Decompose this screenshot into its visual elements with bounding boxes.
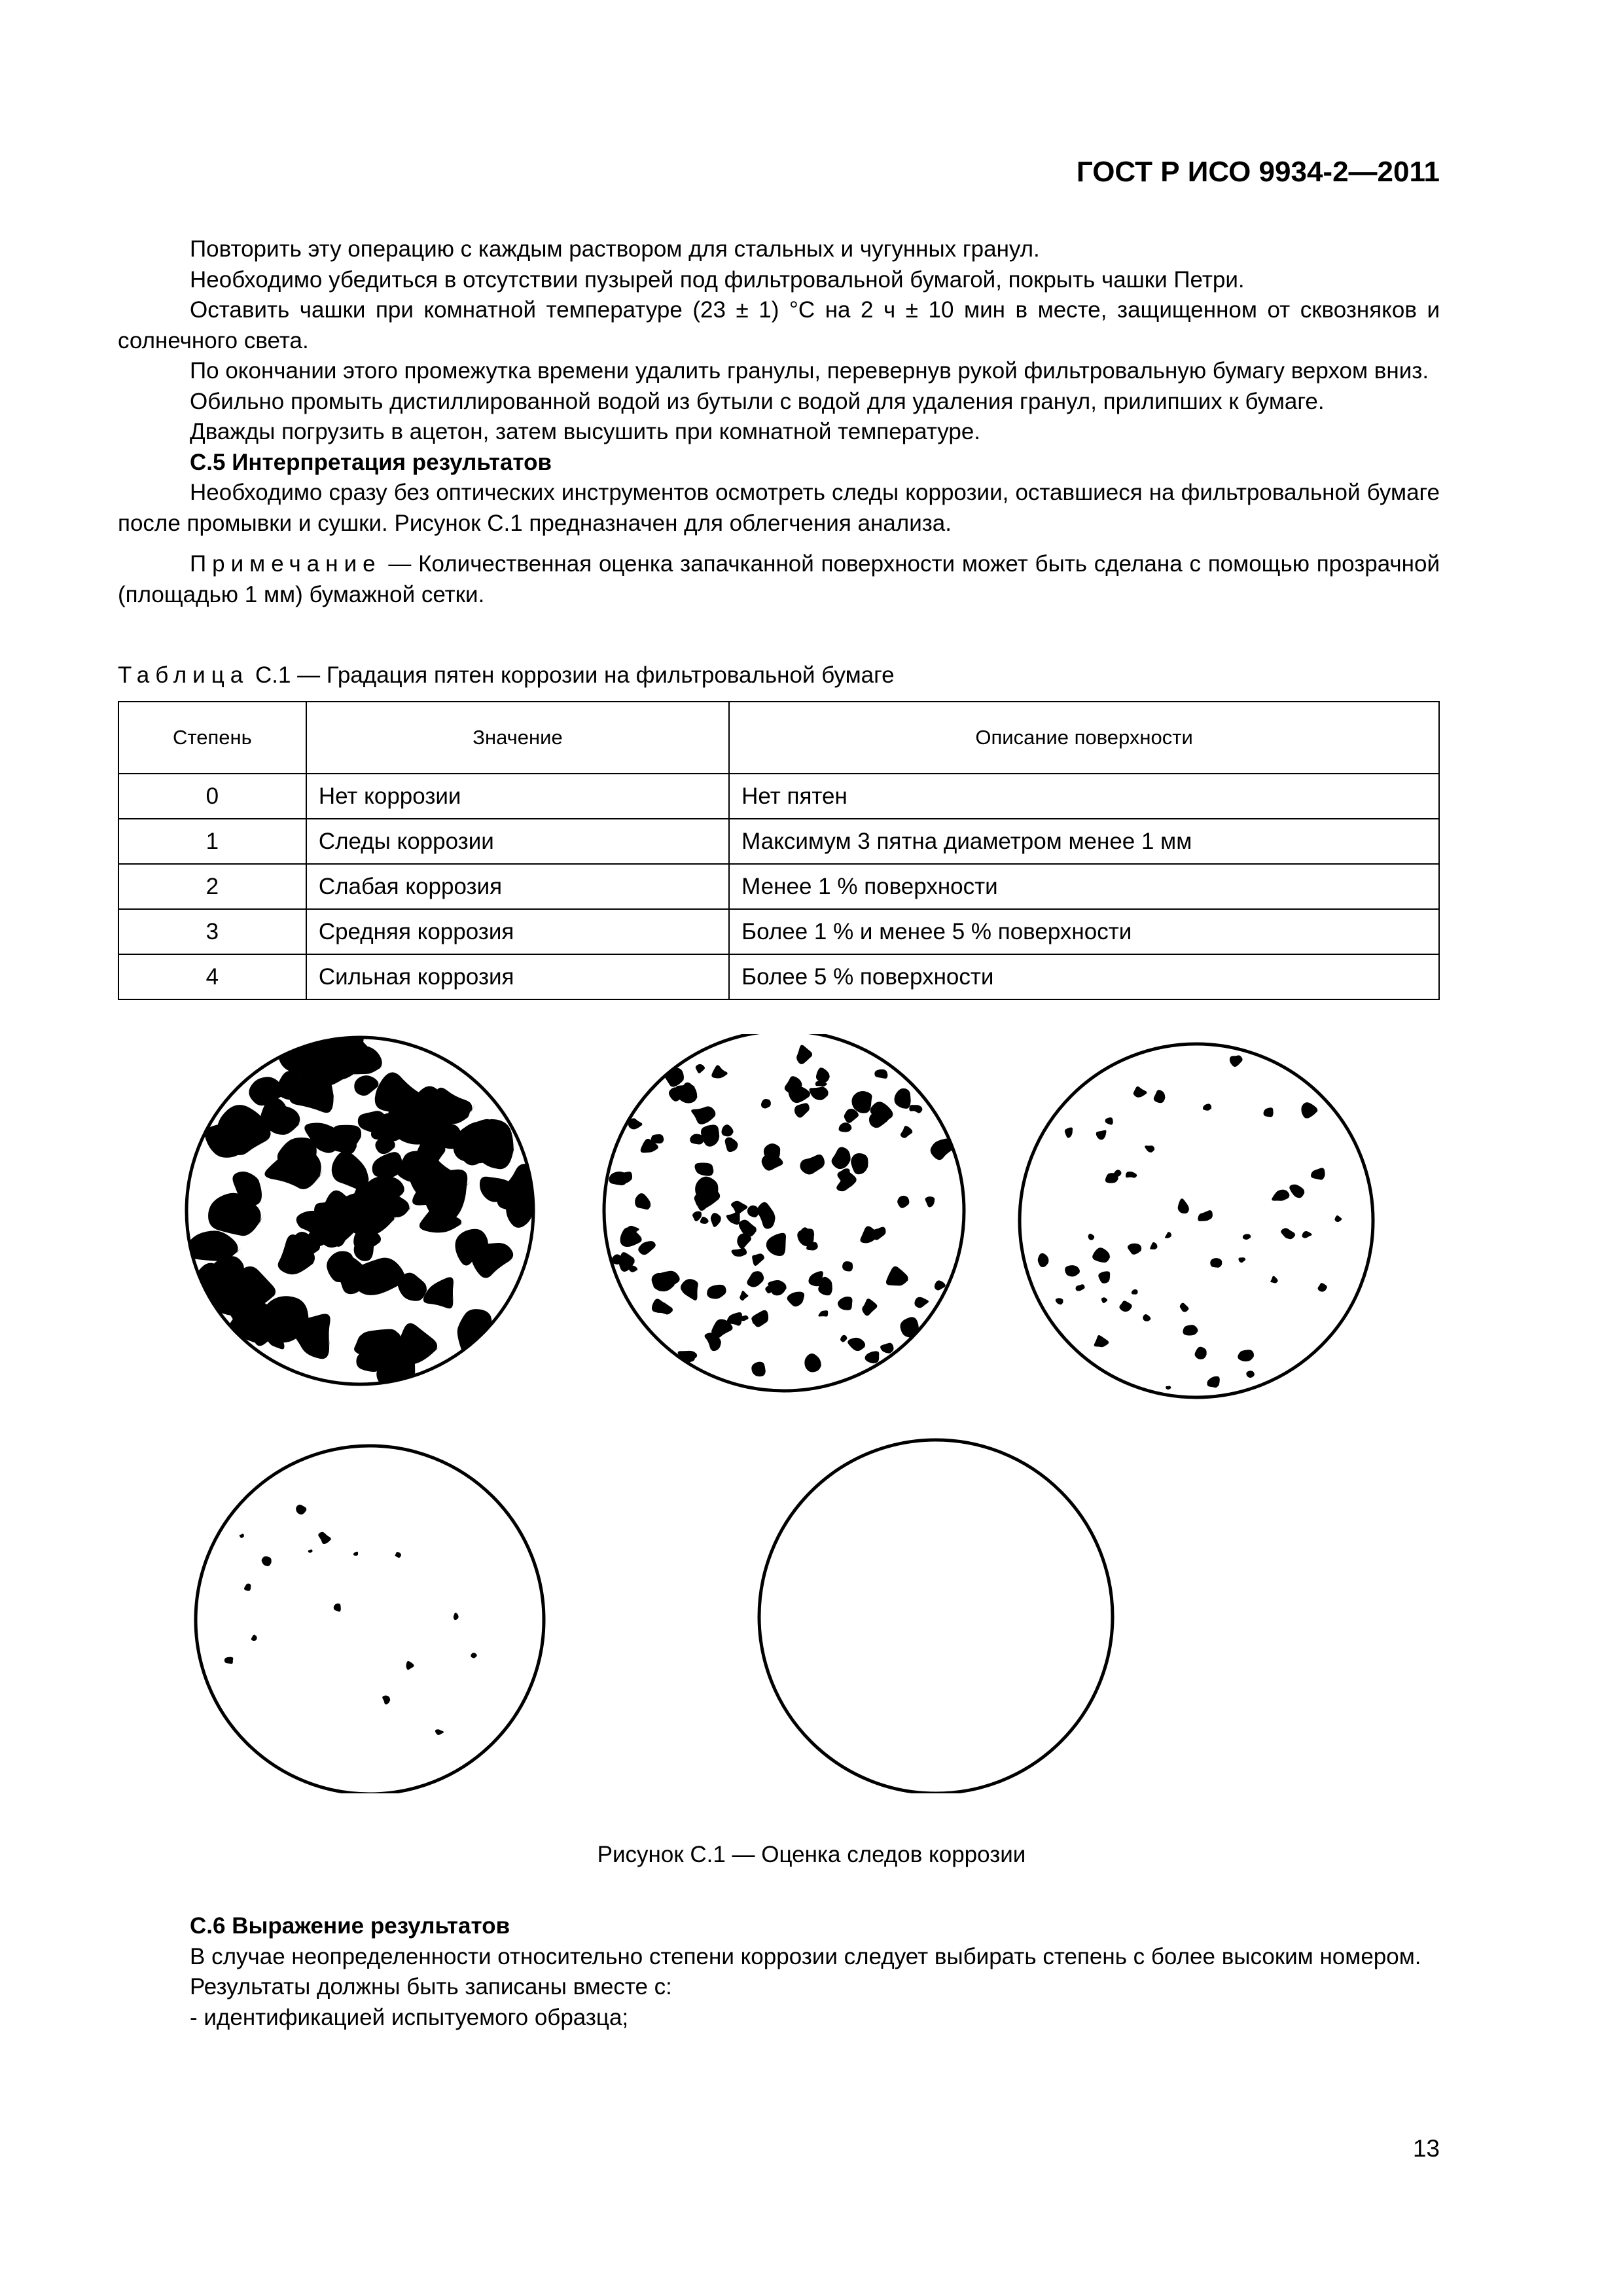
section-heading-c5: С.5 Интерпретация результатов xyxy=(190,449,552,475)
table-row xyxy=(118,774,1439,819)
corrosion-stain xyxy=(1128,1244,1142,1255)
corrosion-stain xyxy=(395,1552,402,1558)
corrosion-stain xyxy=(308,1549,313,1552)
corrosion-stain xyxy=(816,1067,830,1082)
column-header: Значение xyxy=(306,702,729,774)
corrosion-stain xyxy=(655,1302,674,1314)
corrosion-stain xyxy=(862,1299,878,1316)
corrosion-stain xyxy=(1198,1210,1213,1221)
table-cell: Менее 1 % поверхности xyxy=(729,864,1439,909)
corrosion-stain xyxy=(761,1099,771,1109)
corrosion-stain xyxy=(747,1271,764,1287)
corrosion-stain xyxy=(731,1201,749,1215)
corrosion-stain xyxy=(874,1069,887,1079)
corrosion-stain xyxy=(1143,1314,1151,1321)
note-label: Примечание xyxy=(190,551,382,577)
corrosion-stain xyxy=(1311,1168,1325,1179)
corrosion-stain xyxy=(1210,1258,1222,1268)
corrosion-stain xyxy=(1145,1145,1155,1152)
paragraph: Оставить чашки при комнатной температуре (23 ± 1) °С на 2 ч ± 10 мин в месте, защищенном от сквозняков и солнечного света. xyxy=(118,297,1440,353)
corrosion-stain xyxy=(1183,1325,1198,1335)
table-cell: Максимум 3 пятна диаметром менее 1 мм xyxy=(729,819,1439,864)
corrosion-stain xyxy=(707,1285,727,1299)
corrosion-stain xyxy=(1119,1300,1132,1312)
paragraph: Дважды погрузить в ацетон, затем высушить при комнатной температуре. xyxy=(190,419,981,444)
disc-outline xyxy=(1020,1044,1373,1397)
corrosion-stain xyxy=(1207,1376,1219,1388)
paragraph: Необходимо сразу без оптических инструментов осмотреть следы коррозии, оставшиеся на фильтровальной бумаге после промывки и сушки. Рисунок С.1 предназначен для облегчения анализа. xyxy=(118,480,1440,536)
corrosion-stain xyxy=(620,1228,644,1247)
disc-grade-2 xyxy=(1020,1044,1373,1397)
corrosion-stain xyxy=(847,1338,866,1351)
page-number: 13 xyxy=(1412,2135,1440,2162)
corrosion-stain xyxy=(808,1271,823,1286)
corrosion-stain xyxy=(768,1280,787,1295)
corrosion-stain xyxy=(1133,1086,1149,1098)
corrosion-stain xyxy=(711,1213,721,1227)
corrosion-stain xyxy=(726,1211,740,1225)
corrosion-stain xyxy=(914,1297,929,1308)
table-cell: Средняя коррозия xyxy=(306,909,729,954)
corrosion-stain xyxy=(1195,1347,1207,1359)
corrosion-stain xyxy=(353,1552,358,1556)
disc-outline xyxy=(604,1034,964,1391)
corrosion-stain xyxy=(894,1088,910,1109)
disc-outline xyxy=(196,1446,544,1793)
corrosion-stain xyxy=(1105,1117,1113,1124)
paragraph: Обильно промыть дистиллированной водой из бутыли с водой для удаления гранул, прилипших к бумаге. xyxy=(190,388,1325,414)
corrosion-stain xyxy=(1178,1198,1189,1213)
corrosion-stain xyxy=(1272,1190,1291,1201)
disc-grade-3 xyxy=(604,1034,964,1391)
column-header: Степень xyxy=(118,702,306,774)
paragraph: По окончании этого промежутка времени удалить гранулы, перевернув рукой фильтровальную бумагу верхом вниз. xyxy=(190,358,1429,384)
paragraph: Повторить эту операцию с каждым раствором для стальных и чугунных гранул. xyxy=(190,236,1040,262)
corrosion-stain xyxy=(692,1211,702,1221)
stain-pattern xyxy=(224,1505,478,1735)
corrosion-stain xyxy=(1238,1257,1245,1263)
corrosion-stain xyxy=(1126,1172,1137,1178)
corrosion-stain xyxy=(840,1335,847,1342)
table-cell: Более 5 % поверхности xyxy=(729,954,1439,999)
corrosion-stain xyxy=(635,1193,651,1210)
table-caption xyxy=(118,662,895,689)
corrosion-stain xyxy=(909,1105,923,1113)
corrosion-stain xyxy=(296,1211,318,1234)
paragraph: В случае неопределенности относительно степени коррозии следует выбирать степень с более высоким номером. xyxy=(190,1943,1421,1969)
table-cell: 1 xyxy=(118,819,306,864)
corrosion-stain xyxy=(681,1279,698,1300)
corrosion-stain xyxy=(1096,1130,1107,1140)
table-cell: Нет коррозии xyxy=(306,774,729,819)
disc-grade-0 xyxy=(759,1440,1113,1793)
corrosion-stain xyxy=(244,1584,251,1591)
corrosion-stain xyxy=(332,1151,369,1191)
corrosion-stain xyxy=(740,1291,749,1300)
corrosion-stain xyxy=(1098,1271,1110,1283)
corrosion-stain xyxy=(1101,1297,1108,1303)
corrosion-stain xyxy=(1038,1253,1050,1267)
corrosion-stain xyxy=(752,1253,765,1266)
table-caption-label: Таблица xyxy=(118,662,249,688)
table-cell: Сильная коррозия xyxy=(306,954,729,999)
disc-outline xyxy=(759,1440,1113,1793)
table-row xyxy=(118,819,1439,864)
corrosion-stain xyxy=(334,1604,341,1612)
corrosion-stain xyxy=(435,1729,445,1735)
corrosion-stain xyxy=(787,1292,804,1307)
corrosion-stain xyxy=(397,1323,441,1365)
corrosion-reference-figure xyxy=(0,1034,1623,1793)
corrosion-stain xyxy=(1230,1055,1243,1067)
table-cell: Следы коррозии xyxy=(306,819,729,864)
corrosion-stain xyxy=(1334,1215,1342,1222)
corrosion-stain xyxy=(1076,1284,1086,1291)
document-code-header: ГОСТ Р ИСО 9934-2—2011 xyxy=(1076,156,1440,188)
corrosion-stain xyxy=(711,1065,728,1078)
corrosion-stain xyxy=(732,1248,748,1257)
corrosion-stain xyxy=(766,1233,786,1256)
disc-grade-1 xyxy=(196,1446,544,1793)
corrosion-stain xyxy=(1302,1231,1313,1238)
stain-pattern xyxy=(1038,1055,1342,1390)
corrosion-stain xyxy=(224,1657,234,1664)
corrosion-stain xyxy=(901,1126,914,1138)
corrosion-grade-table xyxy=(118,701,1440,1000)
corrosion-stain xyxy=(810,1087,830,1100)
corrosion-stain xyxy=(1094,1335,1111,1347)
corrosion-stain xyxy=(423,1277,454,1308)
table-caption-text: С.1 — Градация пятен коррозии на фильтровальной бумаге xyxy=(249,662,895,688)
note xyxy=(118,549,1440,610)
corrosion-stain xyxy=(838,1122,852,1132)
corrosion-stain xyxy=(1166,1386,1171,1390)
corrosion-stain xyxy=(1065,1265,1080,1276)
corrosion-stain xyxy=(1203,1103,1212,1111)
corrosion-stain xyxy=(664,1068,685,1087)
corrosion-stain xyxy=(794,1103,810,1117)
corrosion-stain xyxy=(454,1613,459,1620)
corrosion-stain xyxy=(842,1261,853,1271)
paragraph: Необходимо убедиться в отсутствии пузырей под фильтровальной бумагой, покрыть чашки Петри. xyxy=(190,266,1245,293)
corrosion-stain xyxy=(695,1162,714,1175)
corrosion-stain xyxy=(1243,1234,1251,1240)
corrosion-stain xyxy=(1238,1350,1255,1361)
corrosion-stain xyxy=(1150,1242,1158,1249)
corrosion-stain xyxy=(691,1106,717,1124)
table-cell: 3 xyxy=(118,909,306,954)
corrosion-stain xyxy=(471,1653,477,1658)
table-cell: 2 xyxy=(118,864,306,909)
corrosion-stain xyxy=(262,1556,272,1566)
table-cell: Слабая коррозия xyxy=(306,864,729,909)
corrosion-stain xyxy=(1289,1185,1305,1198)
table-cell: Нет пятен xyxy=(729,774,1439,819)
corrosion-stain xyxy=(1154,1090,1166,1103)
table-cell: Более 1 % и менее 5 % поверхности xyxy=(729,909,1439,954)
corrosion-stain xyxy=(725,1138,738,1153)
corrosion-stain xyxy=(865,1351,879,1363)
corrosion-stain xyxy=(1264,1107,1274,1117)
paragraph: Результаты должны быть записаны вместе с: xyxy=(190,1974,672,2000)
corrosion-stain xyxy=(700,1217,709,1224)
corrosion-stain xyxy=(1056,1298,1063,1304)
corrosion-stain xyxy=(886,1266,910,1286)
corrosion-stain xyxy=(804,1354,821,1372)
column-header: Описание поверхности xyxy=(729,702,1439,774)
corrosion-stain xyxy=(406,1661,416,1670)
section-heading-c6: С.6 Выражение результатов xyxy=(190,1913,510,1939)
corrosion-stain xyxy=(925,1196,935,1207)
table-row xyxy=(118,864,1439,909)
corrosion-stain xyxy=(701,1124,719,1146)
corrosion-stain xyxy=(457,1309,493,1361)
corrosion-stain xyxy=(818,1310,828,1316)
corrosion-stain xyxy=(1065,1127,1073,1138)
corrosion-stain xyxy=(240,1534,245,1538)
corrosion-stain xyxy=(1281,1228,1296,1239)
corrosion-stain xyxy=(1092,1247,1111,1263)
corrosion-stain xyxy=(757,1202,776,1229)
figure-caption: Рисунок С.1 — Оценка следов коррозии xyxy=(597,1842,1026,1867)
table-cell: 4 xyxy=(118,954,306,999)
corrosion-stain xyxy=(1318,1283,1328,1291)
corrosion-stain xyxy=(1088,1234,1095,1240)
corrosion-stain xyxy=(1180,1303,1190,1312)
corrosion-stain xyxy=(897,1196,910,1208)
table-cell: 0 xyxy=(118,774,306,819)
corrosion-stain xyxy=(296,1505,307,1515)
corrosion-stain xyxy=(651,1134,664,1143)
corrosion-stain xyxy=(800,1155,826,1175)
table-row xyxy=(118,954,1439,999)
corrosion-stain xyxy=(1165,1232,1171,1238)
results-section xyxy=(118,1911,1440,2033)
corrosion-stain xyxy=(354,1333,373,1356)
corrosion-stain xyxy=(382,1695,390,1704)
corrosion-stain xyxy=(251,1635,257,1641)
corrosion-stain xyxy=(1270,1276,1278,1283)
corrosion-stain xyxy=(838,1297,852,1310)
table-row xyxy=(118,909,1439,954)
corrosion-stain xyxy=(1301,1102,1319,1118)
procedure-text xyxy=(118,234,1440,610)
corrosion-stain xyxy=(764,1143,780,1160)
corrosion-stain xyxy=(696,1064,705,1073)
list-item: - идентификацией испытуемого образца; xyxy=(190,2004,629,2030)
note-text: — Количественная оценка запачканной поверхности может быть сделана с помощью прозрачной (площадью 1 мм) бумажной сетки. xyxy=(118,551,1440,607)
corrosion-stain xyxy=(747,1206,758,1217)
corrosion-stain xyxy=(832,1147,851,1170)
corrosion-stain xyxy=(1246,1371,1255,1378)
corrosion-stain xyxy=(318,1532,332,1544)
corrosion-stain xyxy=(880,1343,895,1354)
corrosion-stain xyxy=(1132,1289,1138,1295)
disc-grade-4 xyxy=(183,1034,543,1392)
corrosion-stain xyxy=(872,1227,886,1240)
corrosion-stain xyxy=(1105,1173,1118,1183)
corrosion-stain xyxy=(796,1045,813,1064)
corrosion-stain xyxy=(851,1153,868,1174)
stain-pattern xyxy=(609,1045,956,1377)
corrosion-stain xyxy=(638,1241,656,1255)
corrosion-stain xyxy=(721,1124,734,1136)
corrosion-stain xyxy=(751,1362,766,1376)
table-header-row xyxy=(118,702,1439,774)
